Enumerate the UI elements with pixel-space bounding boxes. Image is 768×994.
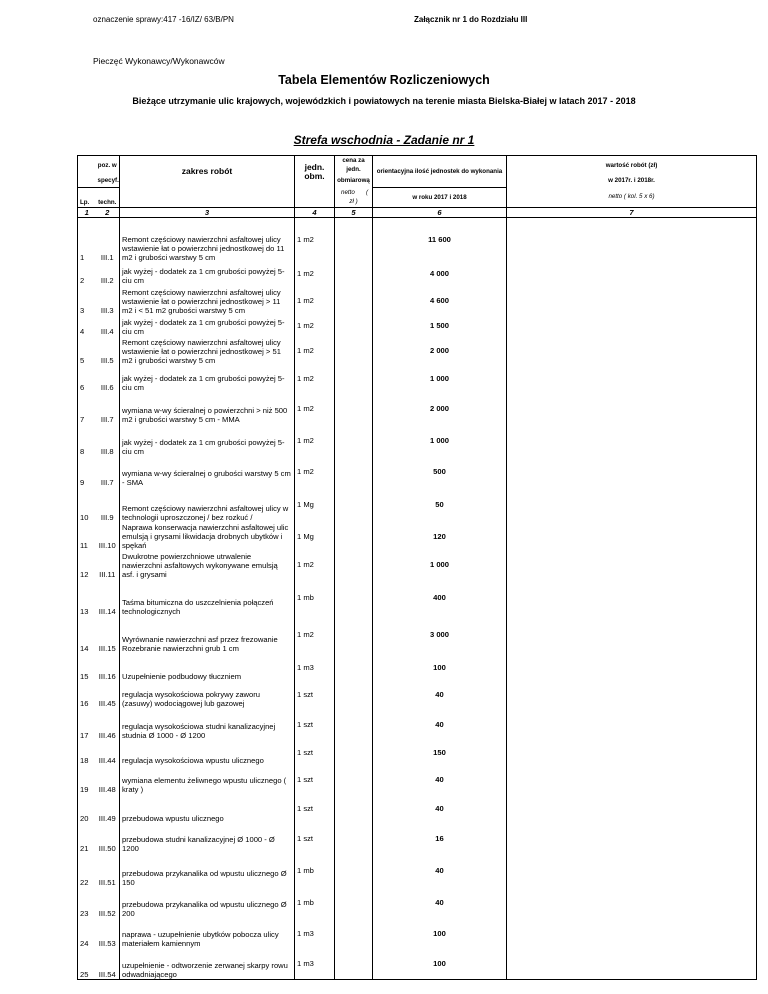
row-quantity: 400 xyxy=(373,579,507,616)
row-description: przebudowa studni kanalizacyjnej Ø 1000 - Ø 1200 xyxy=(120,823,295,853)
row-unit: 1 mb xyxy=(295,579,335,616)
row-price-cell xyxy=(335,315,373,336)
row-value-cell xyxy=(507,853,757,887)
row-description: regulacja wysokościowa wpustu ulicznego xyxy=(120,740,295,765)
table-row xyxy=(78,285,757,315)
header-poz: poz. w xyxy=(96,156,120,175)
row-description: Remont częściowy nawierzchni asfaltowej ulicy wstawienie łat o powierzchni jednostkowej > 51 m2 i grubości warstwy 5 cm xyxy=(120,336,295,365)
row-unit: 1 m2 xyxy=(295,365,335,392)
row-unit: 1 m2 xyxy=(295,336,335,365)
row-value-cell xyxy=(507,262,757,285)
header-zakres: zakres robót xyxy=(120,156,295,188)
row-lp: 8 xyxy=(78,424,96,456)
row-spec: III.16 xyxy=(98,672,116,681)
header-wartosc-2: w 2017r. i 2018r. xyxy=(507,174,757,187)
row-quantity: 500 xyxy=(373,456,507,487)
row-description: przebudowa przykanalika od wpustu ulicznego Ø 150 xyxy=(120,853,295,887)
row-lp: 5 xyxy=(78,336,96,365)
row-lp: 3 xyxy=(78,285,96,315)
row-unit: 1 Mg xyxy=(295,487,335,522)
row-value-cell xyxy=(507,522,757,550)
row-description: Naprawa konserwacja nawierzchni asfaltowej ulic emulsją i grysami likwidacja drobnych ubytków i spękań xyxy=(120,522,295,550)
row-lp: 23 xyxy=(78,887,96,918)
table-row xyxy=(78,823,757,853)
table-row xyxy=(78,708,757,740)
row-spec: III.54 xyxy=(96,948,120,979)
row-description: naprawa - uzupełnienie ubytków pobocza ulicy materiałem kamiennym xyxy=(120,918,295,948)
header-lp: Lp. xyxy=(78,187,96,207)
row-spec: III.11 xyxy=(99,570,116,579)
row-quantity: 16 xyxy=(373,823,507,853)
header-wartosc-3: netto ( kol. 5 x 6) xyxy=(507,187,757,207)
row-value-cell xyxy=(507,456,757,487)
row-quantity: 40 xyxy=(373,765,507,794)
row-price-cell xyxy=(335,487,373,522)
row-value-cell xyxy=(507,217,757,262)
col-num-6: 6 xyxy=(373,207,507,217)
row-lp: 4 xyxy=(78,315,96,336)
page-title: Tabela Elementów Rozliczeniowych xyxy=(278,73,490,87)
row-description: Wyrównanie nawierzchni asf przez frezowanie Rozebranie nawierzchni grub 1 cm xyxy=(120,616,295,653)
table-row xyxy=(78,887,757,918)
table-row xyxy=(78,424,757,456)
row-lp: 13 xyxy=(78,579,96,616)
row-price-cell xyxy=(335,550,373,579)
table-row xyxy=(78,948,757,979)
row-description: przebudowa wpustu ulicznego xyxy=(120,794,295,823)
row-quantity: 1 500 xyxy=(373,315,507,336)
header-cena-zl: zł ) xyxy=(349,197,358,205)
row-quantity: 40 xyxy=(373,794,507,823)
row-spec: III.53 xyxy=(98,939,116,948)
row-description: uzupełnienie - odtworzenie zerwanej skarpy rowu odwadniającego xyxy=(120,948,295,979)
header-jedn: jedn. obm. xyxy=(295,156,335,188)
row-spec: III.7 xyxy=(100,415,114,424)
row-spec: III.1 xyxy=(100,253,114,262)
row-value-cell xyxy=(507,424,757,456)
row-description: wymiana elementu żeliwnego wpustu ulicznego ( kraty ) xyxy=(120,765,295,794)
header-cena-3 xyxy=(335,187,373,207)
row-description: Dwukrotne powierzchniowe utrwalenie nawierzchni asfaltowych wykonywane emulsją asf. i grysami xyxy=(120,550,295,579)
row-price-cell xyxy=(335,456,373,487)
row-price-cell xyxy=(335,579,373,616)
header-poz-2: specyf. xyxy=(97,176,119,184)
row-unit: 1 m2 xyxy=(295,285,335,315)
row-quantity: 11 600 xyxy=(373,217,507,262)
row-spec: III.15 xyxy=(98,644,116,653)
row-lp: 14 xyxy=(78,616,96,653)
header-ilosc: orientacyjna ilość jednostek do wykonania xyxy=(373,156,507,188)
row-unit: 1 m2 xyxy=(295,424,335,456)
row-quantity: 2 000 xyxy=(373,336,507,365)
row-value-cell xyxy=(507,740,757,765)
row-spec: III.51 xyxy=(98,878,116,887)
row-spec: III.50 xyxy=(98,844,116,853)
row-description: wymiana w-wy ścieralnej o powierzchni > niż 500 m2 i grubości warstwy 5 cm - MMA xyxy=(120,392,295,424)
row-lp: 17 xyxy=(78,708,96,740)
row-lp: 25 xyxy=(78,948,96,979)
row-price-cell xyxy=(335,365,373,392)
row-value-cell xyxy=(507,336,757,365)
row-value-cell xyxy=(507,392,757,424)
row-lp: 24 xyxy=(78,918,96,948)
row-price-cell xyxy=(335,285,373,315)
row-lp: 20 xyxy=(78,794,96,823)
row-quantity: 1 000 xyxy=(373,550,507,579)
table-row xyxy=(78,456,757,487)
col-num-1: 1 xyxy=(78,207,96,217)
row-unit: 1 m3 xyxy=(295,948,335,979)
row-value-cell xyxy=(507,550,757,579)
row-price-cell xyxy=(335,918,373,948)
table-row xyxy=(78,579,757,616)
row-spec: III.52 xyxy=(98,909,116,918)
table-row xyxy=(78,262,757,285)
row-description: regulacja wysokościowa pokrywy zaworu (zasuwy) wodociągowej lub gazowej xyxy=(120,681,295,708)
row-unit: 1 szt xyxy=(295,794,335,823)
row-lp: 16 xyxy=(78,681,96,708)
row-lp: 22 xyxy=(78,853,96,887)
row-value-cell xyxy=(507,616,757,653)
row-value-cell xyxy=(507,681,757,708)
row-spec: III.9 xyxy=(100,513,114,522)
row-unit: 1 szt xyxy=(295,681,335,708)
annex-label: Załącznik nr 1 do Rozdziału III xyxy=(414,15,528,24)
header-ilosc-2: w roku 2017 i 2018 xyxy=(373,187,507,207)
row-lp: 10 xyxy=(78,487,96,522)
col-num-4: 4 xyxy=(295,207,335,217)
row-unit: 1 m3 xyxy=(295,918,335,948)
row-lp: 2 xyxy=(78,262,96,285)
row-lp: 6 xyxy=(78,365,96,392)
table-row xyxy=(78,365,757,392)
row-unit: 1 m2 xyxy=(295,315,335,336)
table-row xyxy=(78,681,757,708)
header-wartosc: wartość robót (zł) xyxy=(507,156,757,175)
row-price-cell xyxy=(335,853,373,887)
table-body xyxy=(78,207,757,979)
row-lp: 19 xyxy=(78,765,96,794)
row-price-cell xyxy=(335,823,373,853)
row-spec: III.2 xyxy=(100,276,114,285)
row-unit: 1 m2 xyxy=(295,262,335,285)
row-description: Taśma bitumiczna do uszczelnienia połączeń technologicznych xyxy=(120,579,295,616)
row-spec: III.5 xyxy=(100,356,114,365)
row-quantity: 4 000 xyxy=(373,262,507,285)
row-spec: III.10 xyxy=(98,541,116,550)
row-unit: 1 mb xyxy=(295,853,335,887)
row-value-cell xyxy=(507,487,757,522)
table-row xyxy=(78,336,757,365)
row-spec: III.4 xyxy=(100,327,114,336)
row-price-cell xyxy=(335,794,373,823)
zone-title: Strefa wschodnia - Zadanie nr 1 xyxy=(293,133,475,147)
table-row xyxy=(78,918,757,948)
col-num-5: 5 xyxy=(335,207,373,217)
row-description: jak wyżej - dodatek za 1 cm grubości powyżej 5- ciu cm xyxy=(120,315,295,336)
row-unit: 1 m2 xyxy=(295,616,335,653)
table-row xyxy=(78,853,757,887)
table-row xyxy=(78,487,757,522)
row-lp: 12 xyxy=(78,550,96,579)
row-price-cell xyxy=(335,522,373,550)
row-description: jak wyżej - dodatek za 1 cm grubości powyżej 5- ciu cm xyxy=(120,424,295,456)
row-unit: 1 m2 xyxy=(295,550,335,579)
row-price-cell xyxy=(335,740,373,765)
row-quantity: 40 xyxy=(373,853,507,887)
row-lp: 15 xyxy=(78,653,96,681)
col-num-2: 2 xyxy=(96,207,120,217)
row-price-cell xyxy=(335,262,373,285)
row-quantity: 100 xyxy=(373,653,507,681)
col-num-3: 3 xyxy=(120,207,295,217)
row-price-cell xyxy=(335,336,373,365)
row-value-cell xyxy=(507,315,757,336)
row-value-cell xyxy=(507,823,757,853)
row-description: Uzupełnienie podbudowy tłuczniem xyxy=(120,653,295,681)
row-value-cell xyxy=(507,285,757,315)
row-price-cell xyxy=(335,217,373,262)
header-cena: cena za jedn. xyxy=(335,156,373,175)
row-unit: 1 szt xyxy=(295,823,335,853)
row-description: Remont częściowy nawierzchni asfaltowej ulicy wstawienie łat o powierzchni jednostkowej do 11 m2 i grubości warstwy 5 cm xyxy=(120,217,295,262)
row-lp: 21 xyxy=(78,823,96,853)
row-spec: III.46 xyxy=(98,731,116,740)
row-price-cell xyxy=(335,765,373,794)
header-poz-3: techn. xyxy=(96,187,120,207)
row-quantity: 120 xyxy=(373,522,507,550)
row-price-cell xyxy=(335,653,373,681)
header-cena-2: obmiarową xyxy=(335,174,373,187)
row-quantity: 150 xyxy=(373,740,507,765)
row-unit: 1 m3 xyxy=(295,653,335,681)
table-row xyxy=(78,765,757,794)
row-unit: 1 m2 xyxy=(295,456,335,487)
row-quantity: 40 xyxy=(373,887,507,918)
table-row xyxy=(78,522,757,550)
row-price-cell xyxy=(335,616,373,653)
row-price-cell xyxy=(335,708,373,740)
col-num-7: 7 xyxy=(507,207,757,217)
row-value-cell xyxy=(507,653,757,681)
row-lp: 9 xyxy=(78,456,96,487)
case-reference: oznaczenie sprawy:417 -16/IZ/ 63/B/PN xyxy=(93,15,234,24)
row-spec: III.49 xyxy=(98,814,116,823)
row-value-cell xyxy=(507,887,757,918)
table-row xyxy=(78,653,757,681)
row-lp: 7 xyxy=(78,392,96,424)
row-unit: 1 szt xyxy=(295,740,335,765)
row-quantity: 1 000 xyxy=(373,365,507,392)
row-spec: III.7 xyxy=(100,478,114,487)
header-cena-paren: ( xyxy=(365,188,368,196)
row-quantity: 100 xyxy=(373,918,507,948)
row-spec: III.48 xyxy=(98,785,116,794)
row-spec: III.8 xyxy=(100,447,114,456)
header-cena-netto: netto xyxy=(341,188,355,196)
row-value-cell xyxy=(507,365,757,392)
table-row xyxy=(78,794,757,823)
row-lp: 1 xyxy=(78,217,96,262)
row-unit: 1 szt xyxy=(295,708,335,740)
row-value-cell xyxy=(507,948,757,979)
row-quantity: 3 000 xyxy=(373,616,507,653)
row-spec: III.14 xyxy=(98,607,116,616)
row-unit: 1 szt xyxy=(295,765,335,794)
row-description: jak wyżej - dodatek za 1 cm grubości powyżej 5- ciu cm xyxy=(120,365,295,392)
row-lp: 11 xyxy=(78,522,96,550)
row-description: przebudowa przykanalika od wpustu ulicznego Ø 200 xyxy=(120,887,295,918)
row-description: Remont częściowy nawierzchni asfaltowej ulicy wstawienie łat o powierzchni jednostkowej > 11 m2 i < 51 m2 grubości warstwy 5 cm xyxy=(120,285,295,315)
row-value-cell xyxy=(507,579,757,616)
row-quantity: 2 000 xyxy=(373,392,507,424)
table-row xyxy=(78,740,757,765)
row-unit: 1 m2 xyxy=(295,392,335,424)
row-price-cell xyxy=(335,681,373,708)
row-quantity: 1 000 xyxy=(373,424,507,456)
elements-table xyxy=(77,155,757,980)
row-spec: III.45 xyxy=(98,699,116,708)
row-price-cell xyxy=(335,424,373,456)
row-value-cell xyxy=(507,765,757,794)
row-spec: III.6 xyxy=(100,383,114,392)
row-unit: 1 m2 xyxy=(295,217,335,262)
table-row xyxy=(78,392,757,424)
row-price-cell xyxy=(335,948,373,979)
row-spec: III.44 xyxy=(98,756,116,765)
column-numbers-row xyxy=(78,207,757,217)
row-lp: 18 xyxy=(78,740,96,765)
row-unit: 1 mb xyxy=(295,887,335,918)
row-price-cell xyxy=(335,392,373,424)
table-header xyxy=(78,156,757,208)
row-description: wymiana w-wy ścieralnej o grubości warstwy 5 cm - SMA xyxy=(120,456,295,487)
row-quantity: 4 600 xyxy=(373,285,507,315)
row-value-cell xyxy=(507,918,757,948)
row-quantity: 40 xyxy=(373,708,507,740)
table-row xyxy=(78,550,757,579)
row-description: jak wyżej - dodatek za 1 cm grubości powyżej 5- ciu cm xyxy=(120,262,295,285)
table-row xyxy=(78,217,757,262)
row-spec: III.3 xyxy=(100,306,114,315)
stamp-label: Pieczęć Wykonawcy/Wykonawców xyxy=(93,56,225,66)
row-description: regulacja wysokościowa studni kanalizacyjnej studnia Ø 1000 - Ø 1200 xyxy=(120,708,295,740)
table-row xyxy=(78,315,757,336)
row-unit: 1 Mg xyxy=(295,522,335,550)
row-quantity: 100 xyxy=(373,948,507,979)
row-quantity: 40 xyxy=(373,681,507,708)
row-price-cell xyxy=(335,887,373,918)
page-subtitle: Bieżące utrzymanie ulic krajowych, wojewódzkich i powiatowych na terenie miasta Bielska-Białej w latach 2017 - 2018 xyxy=(132,96,636,106)
row-value-cell xyxy=(507,794,757,823)
row-description: Remont częściowy nawierzchni asfaltowej ulicy w technologii uproszczonej / bez rozkuć / xyxy=(120,487,295,522)
row-value-cell xyxy=(507,708,757,740)
row-quantity: 50 xyxy=(373,487,507,522)
table-row xyxy=(78,616,757,653)
